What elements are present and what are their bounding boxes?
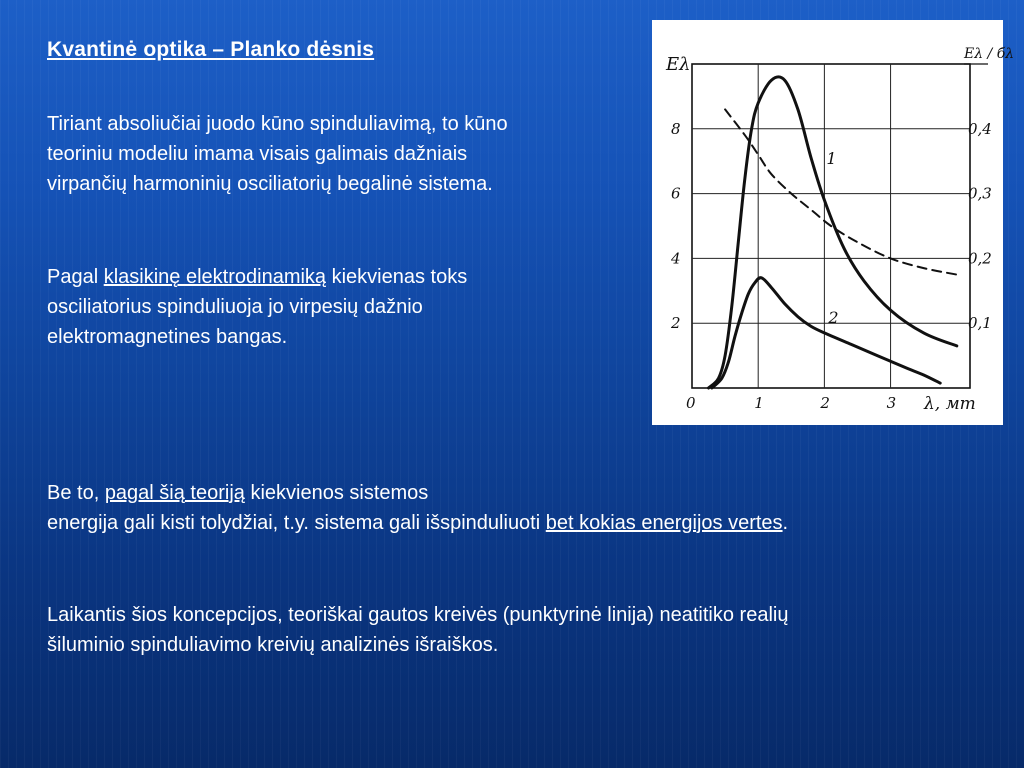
series-label: 2 [828, 307, 839, 327]
paragraph-line: teoriniu modeliu imama visais galimais dažniais [47, 143, 468, 165]
link-classical-electrodynamics[interactable]: klasikinę elektrodinamiką [103, 266, 327, 288]
paragraph-conclusion [47, 600, 788, 660]
y-tick-label-right: 0,2 [968, 249, 992, 268]
paragraph-classical [47, 262, 467, 352]
x-tick-label: 3 [886, 394, 897, 412]
paragraph-line: šiluminio spinduliavimo kreivių analizinės išraiškos. [47, 634, 499, 656]
paragraph-line: osciliatorius spinduliuoja jo virpesių dažnio [47, 296, 423, 318]
series-classical-dashed-line [725, 109, 957, 274]
paragraph-theory [47, 478, 788, 538]
paragraph-model [47, 109, 508, 199]
text-segment: energija gali kisti tolydžiai, t.y. sistema gali išspinduliuoti [47, 512, 546, 534]
series-label: 1 [826, 149, 837, 169]
y-axis-label-right: Eλ / бλ [964, 46, 1015, 62]
y-tick-label-left: 6 [671, 184, 681, 203]
text-segment: . [782, 512, 789, 534]
y-tick-label-right: 0,3 [968, 184, 992, 203]
text-segment: Be to, [47, 482, 105, 504]
link-any-energy-values[interactable]: bet kokias energijos vertes [545, 512, 783, 534]
text-segment: kiekvienas toks [326, 266, 468, 288]
x-tick-label: 2 [820, 394, 830, 412]
y-tick-label-right: 0,4 [968, 119, 992, 138]
x-tick-label: 0 [686, 394, 696, 412]
paragraph-line [47, 262, 467, 292]
radiation-chart-figure [652, 20, 1015, 425]
paragraph-line: Laikantis šios koncepcijos, teoriškai gautos kreivės (punktyrinė linija) neatitiko realių [47, 604, 789, 626]
y-tick-label-left: 8 [671, 119, 681, 138]
x-tick-label: 1 [754, 394, 764, 412]
paragraph-line: virpančių harmoninių osciliatorių begalinė sistema. [47, 173, 493, 195]
paragraph-line [47, 508, 788, 538]
series-line-2 [712, 278, 940, 388]
text-segment: kiekvienos sistemos [244, 482, 429, 504]
paragraph-line: Tiriant absoliučiai juodo kūno spinduliavimą, to kūno [47, 113, 508, 135]
y-axis-label-left: Eλ [666, 54, 691, 75]
slide-title: Kvantinė optika – Planko dėsnis [47, 38, 375, 61]
y-tick-label-left: 2 [671, 314, 681, 333]
paragraph-line: elektromagnetines bangas. [47, 326, 288, 348]
x-axis-label: λ, мт [924, 394, 976, 414]
text-segment: Pagal [47, 266, 104, 288]
paragraph-line [47, 478, 788, 508]
y-tick-label-left: 4 [671, 249, 681, 268]
series-line-1 [709, 77, 957, 388]
y-tick-label-right: 0,1 [968, 314, 992, 333]
radiation-chart [652, 20, 1015, 425]
link-this-theory[interactable]: pagal šią teoriją [104, 482, 245, 504]
